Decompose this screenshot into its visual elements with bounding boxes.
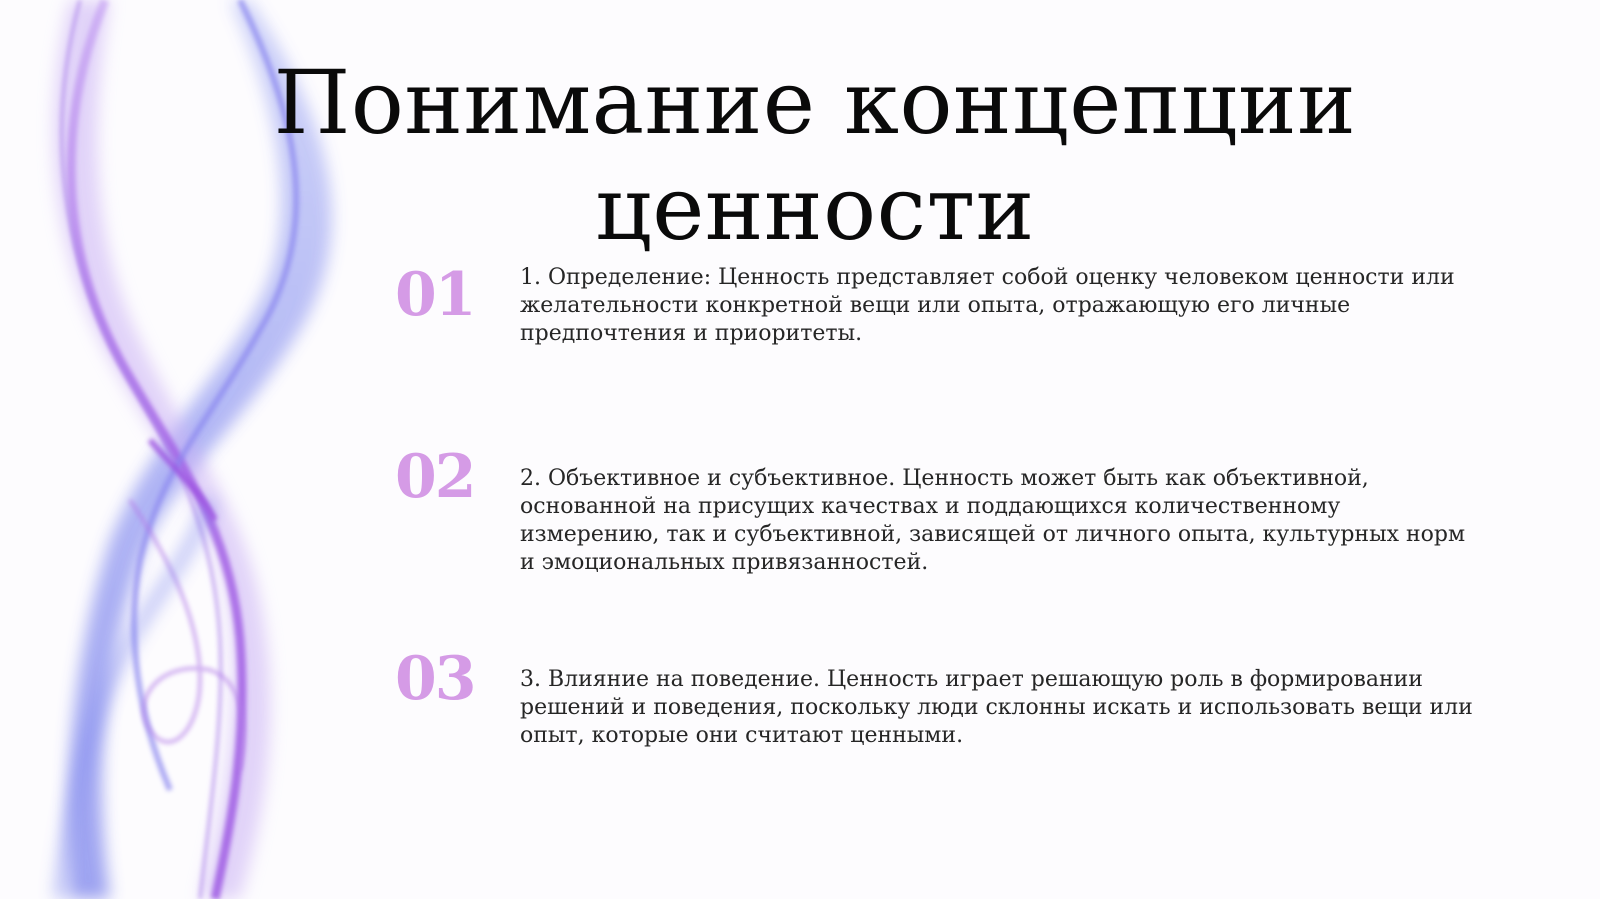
slide-title: Понимание концепции ценности xyxy=(273,51,1357,260)
item-text: 2. Объективное и субъективное. Ценность может быть как объективной, основанной на присущих качествах и поддающихся количественному измерению, так и субъективной, зависящей от личного опыта, культурных норм и эмоциональных привязанностей. xyxy=(520,466,1466,575)
item-number: 02 xyxy=(395,442,475,512)
item-text: 1. Определение: Ценность представляет собой оценку человеком ценности или желательности конкретной вещи или опыта, отражающую его личные предпочтения и приоритеты. xyxy=(520,265,1455,346)
item-text: 3. Влияние на поведение. Ценность играет решающую роль в формировании решений и поведения, поскольку люди склонны искать и использовать вещи или опыт, которые они считают ценными. xyxy=(520,667,1473,748)
item-number: 03 xyxy=(395,644,475,714)
item-number: 01 xyxy=(395,260,475,330)
